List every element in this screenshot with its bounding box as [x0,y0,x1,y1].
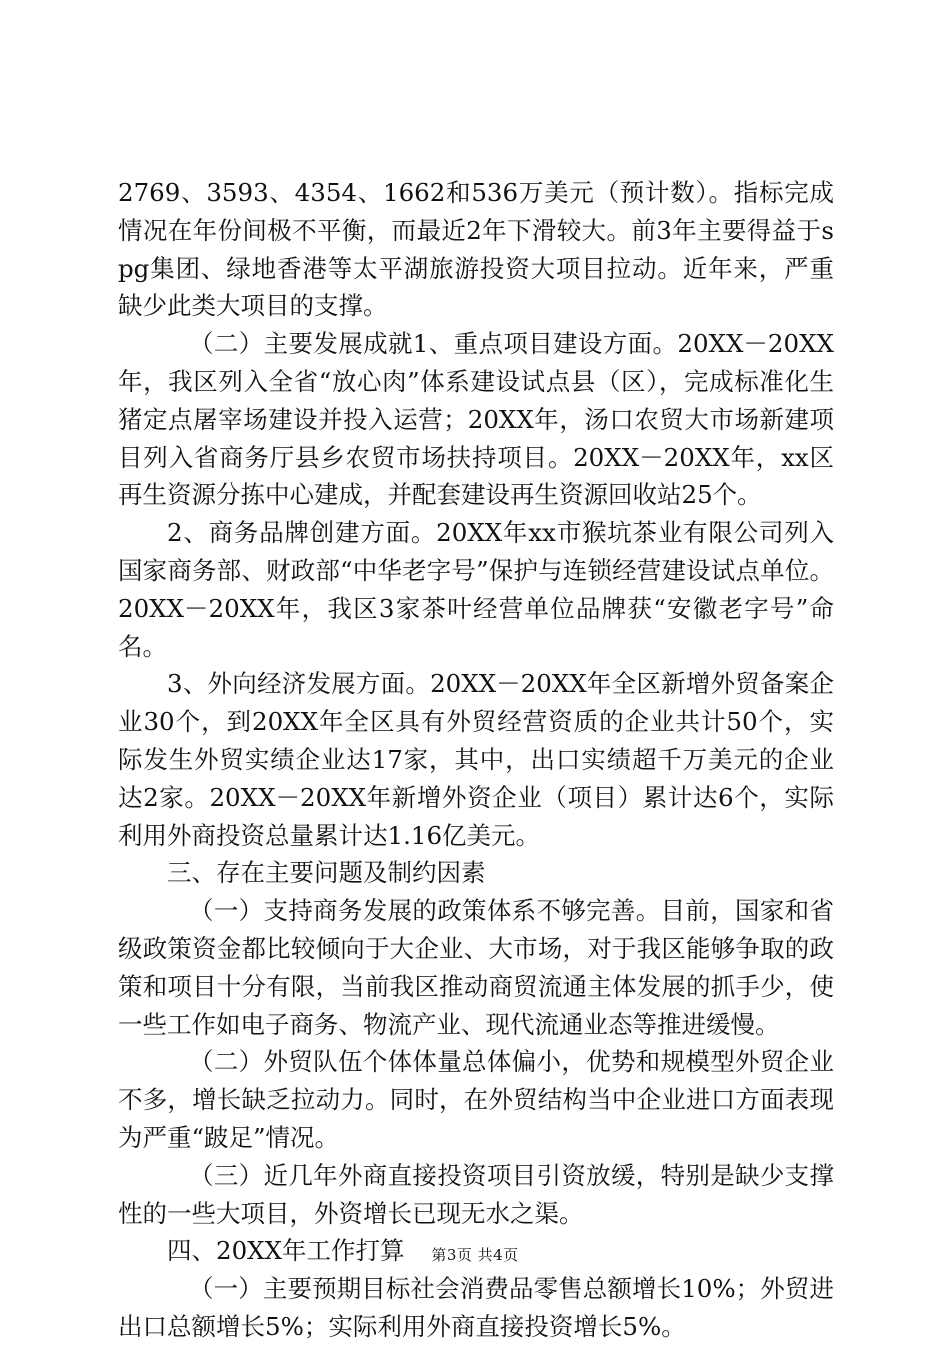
paragraph-key-projects: （二）主要发展成就1、重点项目建设方面。20XX－20XX年，我区列入全省“放心肉”体系建设试点县（区），完成标准化生猪定点屠宰场建设并投入运营；20XX年，汤口农贸大市场新建项目列入省商务厅县乡农贸市场扶持项目。20XX－20XX年，xx区再生资源分拣中心建成，并配套建设再生资源回收站25个。 [118,329,834,510]
paragraph-foreign-trade-team: （二）外贸队伍个体体量总体偏小，优势和规模型外贸企业不多，增长缺乏拉动力。同时，在外贸结构当中企业进口方面表现为严重“跛足”情况。 [118,1047,834,1152]
paragraph-brand-building: 2、商务品牌创建方面。20XX年xx市猴坑茶业有限公司列入国家商务部、财政部“中华老字号”保护与连锁经营建设试点单位。20XX－20XX年，我区3家茶叶经营单位品牌获“安徽老字号”命名。 [118,518,834,661]
page-footer: 第3页 共4页 [431,1246,519,1264]
paragraph-external-economy: 3、外向经济发展方面。20XX－20XX年全区新增外贸备案企业30个，到20XX年全区具有外贸经营资质的企业共计50个，实际发生外贸实绩企业达17家，其中，出口实绩超千万美元的企业达2家。20XX－20XX年新增外资企业（项目）累计达6个，实际利用外商投资总量累计达1.16亿美元。 [118,669,834,850]
section-heading-problems: 三、存在主要问题及制约因素 [167,858,486,888]
paragraph-policy-system: （一）支持商务发展的政策体系不够完善。目前，国家和省级政策资金都比较倾向于大企业、大市场，对于我区能够争取的政策和项目十分有限，当前我区推动商贸流通主体发展的抓手少，使一些工作如电子商务、物流产业、现代流通业态等推进缓慢。 [118,896,834,1039]
paragraph-investment-figures: 2769、3593、4354、1662和536万美元（预计数）。指标完成情况在年份间极不平衡，而最近2年下滑较大。前3年主要得益于spg集团、绿地香港等太平湖旅游投资大项目拉动。近年来，严重缺少此类大项目的支撑。 [118,178,834,321]
paragraph-expected-targets: （一）主要预期目标社会消费品零售总额增长10%；外贸进出口总额增长5%；实际利用外商直接投资增长5%。 [118,1274,834,1341]
document-body [118,174,834,1346]
section-heading-work-plan: 四、20XX年工作打算 [167,1236,405,1266]
paragraph-foreign-investment: （三）近几年外商直接投资项目引资放缓，特别是缺少支撑性的一些大项目，外资增长已现无水之渠。 [118,1160,834,1228]
